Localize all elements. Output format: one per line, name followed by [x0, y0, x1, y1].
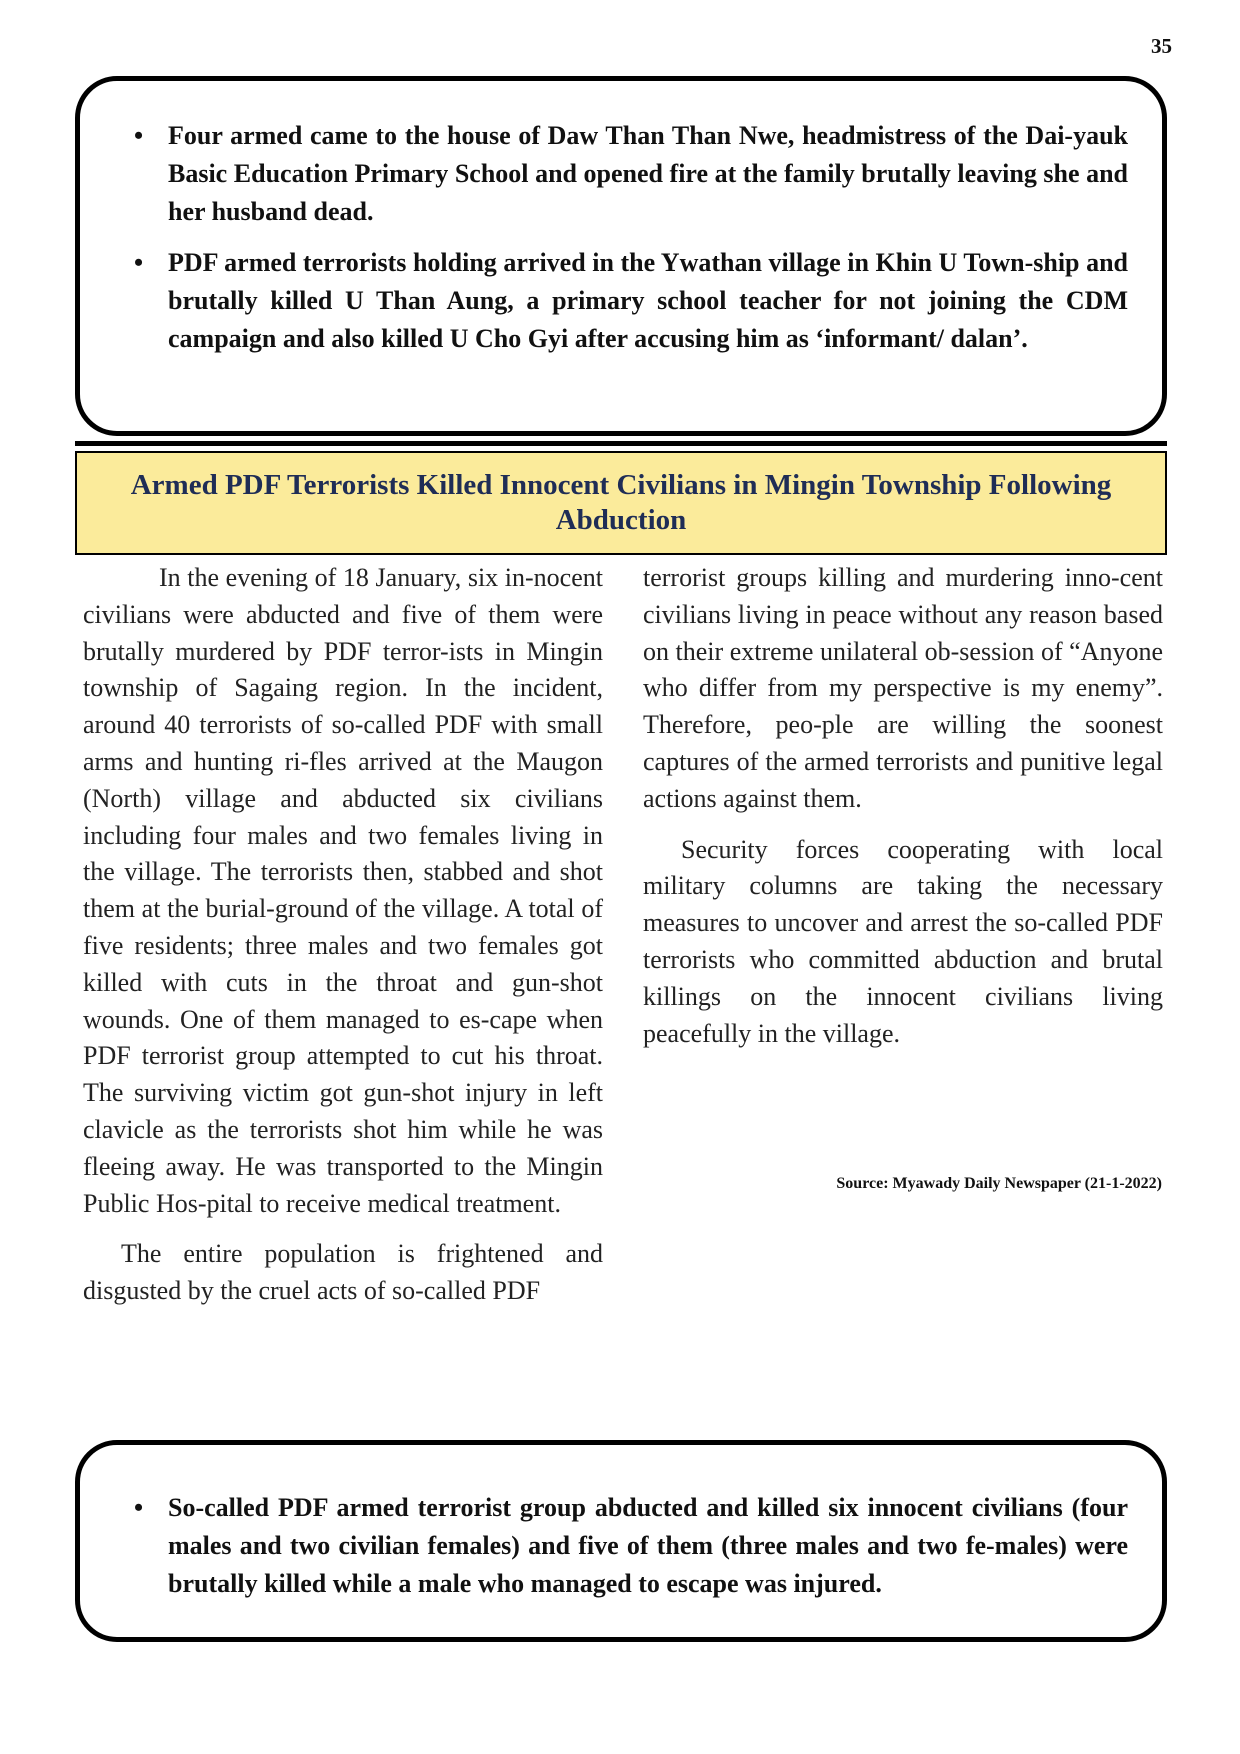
article-title: Armed PDF Terrorists Killed Innocent Civilians in Mingin Township Following Abduction	[130, 469, 1112, 536]
article-paragraph: In the evening of 18 January, six in-nocent civilians were abducted and five of them were brutally murdered by PDF terror-ists in Mingin township of Sagaing region. In the incident, around 40 terrorists of so-called PDF with small arms and hunting ri-fles arrived at the Maugon (North) village and abducted six civilians including four males and two females living in the village. The terrorists then, stabbed and shot them at the burial-ground of the village. A total of five residents; three males and two females got killed with cuts in the throat and gun-shot wounds. One of them managed to es-cape when PDF terrorist group attempted to cut his throat. The surviving victim got gun-shot injury in left clavicle as the terrorists shot him while he was fleeing away. He was transported to the Mingin Public Hos-pital to receive medical treatment.	[83, 563, 603, 1218]
divider-rule	[75, 441, 1167, 446]
bullet-item: • Four armed came to the house of Daw Than Than Nwe, headmistress of the Dai-yauk Basic Education Primary School and opened fire at the family brutally leaving she and her husband dead.	[168, 117, 1128, 231]
article-paragraph: Security forces cooperating with local military columns are taking the necessary measures to uncover and arrest the so-called PDF terrorists who committed abduction and brutal killings on the innocent civilians living peacefully in the village.	[643, 834, 1163, 1048]
bullet-list	[134, 1489, 1128, 1603]
article-column-right	[643, 560, 1163, 1066]
bullet-item: • PDF armed terrorists holding arrived in the Ywathan village in Khin U Town-ship and brutally killed U Than Aung, a primary school teacher for not joining the CDM campaign and also killed U Cho Gyi after accusing him as ‘informant/ dalan’.	[168, 244, 1128, 358]
article-column-left	[83, 560, 603, 1324]
bullet-list	[134, 117, 1128, 358]
article-paragraph: terrorist groups killing and murdering inno-cent civilians living in peace without any reason based on their extreme unilateral ob-session of “Anyone who differ from my perspective is my enemy”. Therefore, peo-ple are willing the soonest captures of the armed terrorists and punitive legal actions against them.	[643, 563, 1163, 813]
summary-box-top	[75, 76, 1167, 436]
bullet-item: • So-called PDF armed terrorist group abducted and killed six innocent civilians (four males and two civilian females) and five of them (three males and two fe-males) were brutally killed while a male who managed to escape was injured.	[168, 1489, 1128, 1603]
page-number: 35	[1151, 34, 1172, 58]
source-citation: Source: Myawady Daily Newspaper (21-1-2022)	[836, 1175, 1162, 1192]
summary-box-bottom	[75, 1440, 1167, 1642]
article-heading-banner	[75, 451, 1167, 555]
article-paragraph: The entire population is frightened and disgusted by the cruel acts of so-called PDF	[83, 1239, 603, 1306]
